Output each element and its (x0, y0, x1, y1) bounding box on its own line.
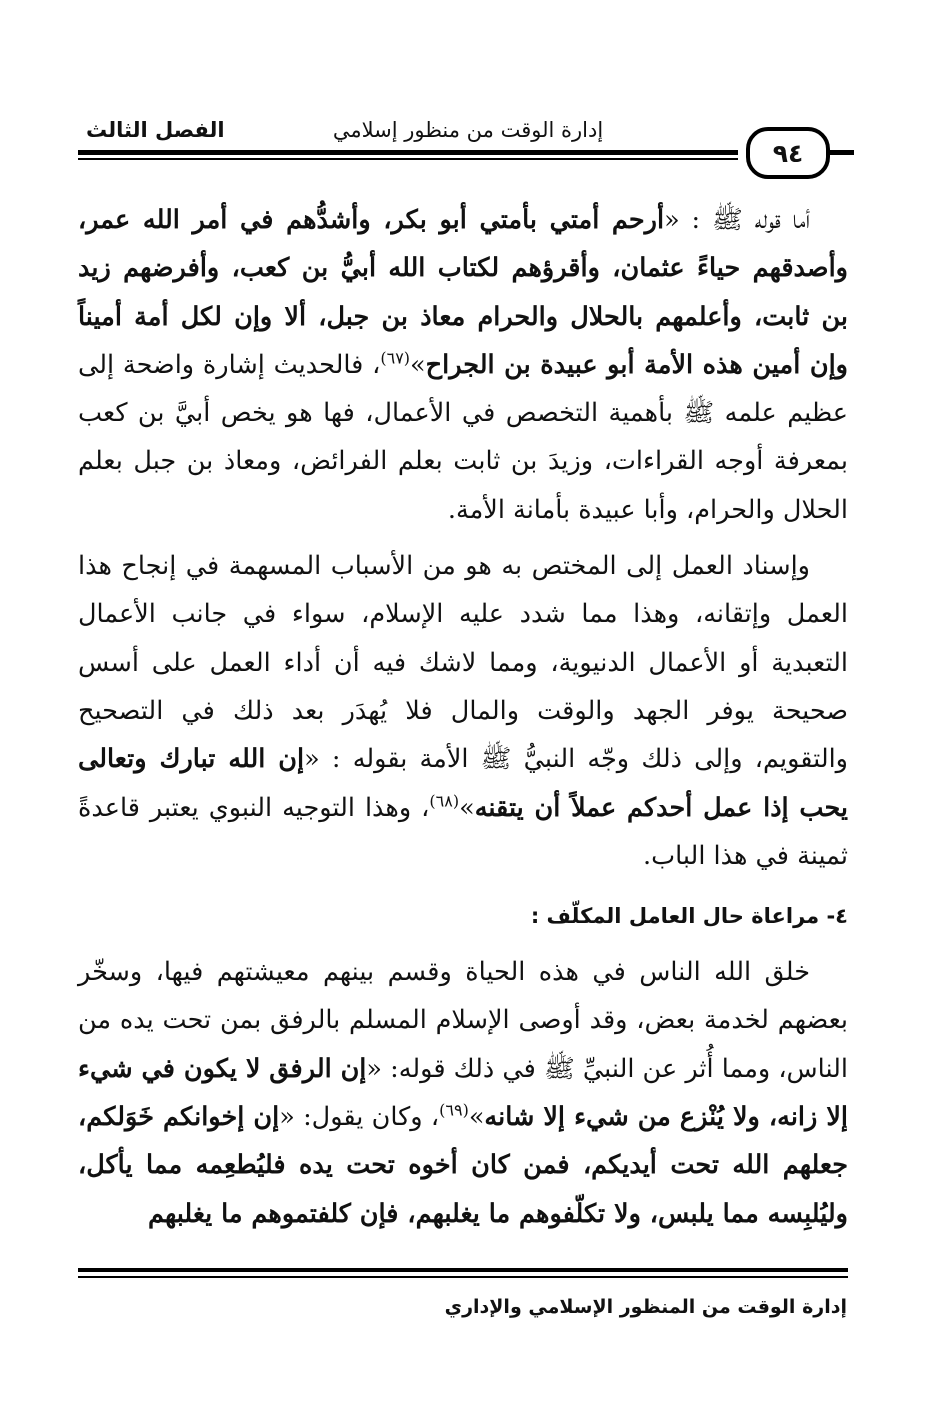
p1-text-start: أما قوله ﷺ : « (664, 205, 810, 235)
footnote-ref-68[interactable]: (٦٨) (429, 791, 460, 811)
p1-quote-close: » (410, 349, 426, 380)
page-number: ٩٤ (746, 127, 830, 179)
footer-rule-thin (78, 1276, 848, 1278)
paragraph-2 (78, 542, 848, 880)
header-rule-thin (78, 158, 738, 160)
footnote-ref-69[interactable]: (٦٩) (439, 1100, 469, 1120)
p3-hadith-quote-2: إن إخوانكم خَوَلكم، جعلهم الله تحت أيديكم، فمن كان أخوه تحت يده فليُطعِمه مما يأكل، وليُلبِسه مما يلبس، ولا تكلّفوهم ما يغلبهم، فإن كلفتموهم ما يغلبهم (78, 1102, 848, 1229)
p2-quote-close: » (459, 792, 475, 823)
p3-text-mid: ، وكان يقول: « (279, 1102, 440, 1133)
running-title: إدارة الوقت من منظور إسلامي (332, 118, 604, 142)
p2-text-end: ، وهذا التوجيه النبوي يعتبر قاعدةً ثمينة في هذا الباب. (78, 792, 848, 871)
chapter-label: الفصل الثالث (86, 118, 225, 142)
section-heading: ٤- مراعاة حال العامل المكلّف : (530, 904, 848, 929)
footer-rule-thick (78, 1268, 848, 1272)
page-number-connector (828, 150, 854, 155)
p3-text-start: خلق الله الناس في هذه الحياة وقسم بينهم معيشتهم فيها، وسخّر بعضهم لخدمة بعض، وقد أوصى الإسلام المسلم بالرفق بمن تحت يده من الناس، ومما أُثر عن النبيِّ ﷺ في ذلك قوله: « (78, 957, 848, 1084)
p1-hadith-quote: أرحم أمتي بأمتي أبو بكر، وأشدُّهم في أمر الله عمر، وأصدقهم حياءً عثمان، وأقرؤهم لكتاب الله أبيُّ بن كعب، وأفرضهم زيد بن ثابت، وأعلمهم بالحلال والحرام معاذ بن جبل، ألا وإن لكل أمة أميناً وإن أمين هذه الأمة أبو عبيدة بن الجراح (78, 205, 848, 380)
footer-book-title: إدارة الوقت من المنظور الإسلامي والإداري (444, 1296, 847, 1318)
header-rule-thick (78, 150, 738, 155)
paragraph-1 (78, 196, 848, 534)
p2-hadith-quote: إن الله تبارك وتعالى يحب إذا عمل أحدكم عملاً أن يتقنه (78, 744, 848, 823)
p3-quote-close: » (468, 1102, 485, 1133)
paragraph-3 (78, 948, 848, 1238)
p2-text-start: وإسناد العمل إلى المختص به هو من الأسباب المسهمة في إنجاح هذا العمل وإتقانه، وهذا مما شدد عليه الإسلام، سواء في جانب الأعمال التعبدية أو الأعمال الدنيوية، ومما لاشك فيه أن أداء العمل على أسس صحيحة يوفر الجهد والوقت والمال فلا يُهدَر بعد ذلك في التصحيح والتقويم، وإلى ذلك وجّه النبيُّ ﷺ الأمة بقوله : « (78, 551, 849, 775)
page-header (78, 110, 852, 180)
page-body (78, 196, 848, 1238)
p3-hadith-quote-1: إن الرفق لا يكون في شيء إلا زانه، ولا يُنْزع من شيء إلا شانه (78, 1053, 849, 1133)
footnote-ref-67[interactable]: (٦٧) (380, 348, 411, 368)
p1-text-end: ، فالحديث إشارة واضحة إلى عظيم علمه ﷺ بأهمية التخصص في الأعمال، فها هو يخص أبيَّ بن كعب بمعرفة أوجه القراءات، وزيدَ بن ثابت بعلم الفرائض، ومعاذ بن جبل بعلم الحلال والحرام، وأبا عبيدة بأمانة الأمة. (78, 349, 848, 525)
